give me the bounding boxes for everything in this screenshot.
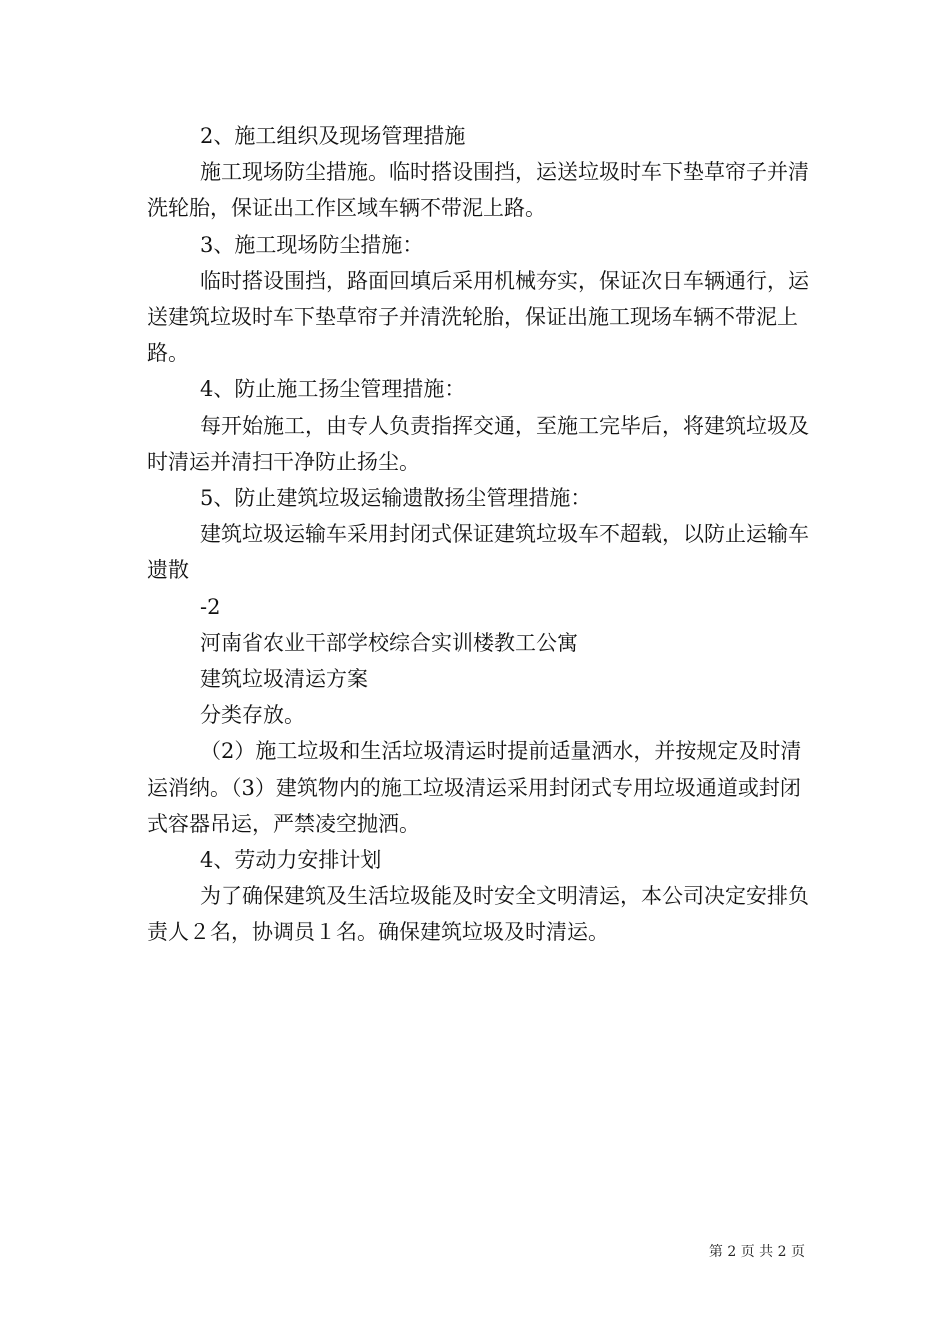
page-marker: -2 bbox=[200, 594, 221, 619]
page-number-footer: 第 2 页 共 2 页 bbox=[708, 1244, 805, 1260]
paragraph-dust-prevention-summary: 施工现场防尘措施。临时搭设围挡，运送垃圾时车下垫草帘子并清洗轮胎，保证出工作区域车辆不带泥上路。 bbox=[147, 160, 809, 221]
paragraph-site-dust-prevention: 临时搭设围挡，路面回填后采用机械夯实，保证次日车辆通行，运送建筑垃圾时车下垫草帘子并清洗轮胎，保证出施工现场车辆不带泥上路。 bbox=[147, 268, 809, 366]
paragraph-waste-clearance-rules: （2）施工垃圾和生活垃圾清运时提前适量洒水，并按规定及时清运消纳。（3）建筑物内的施工垃圾清运采用封闭式专用垃圾通道或封闭式容器吊运，严禁凌空抛洒。 bbox=[147, 739, 802, 836]
paragraph-labor-arrangement: 为了确保建筑及生活垃圾能及时安全文明清运，本公司决定安排负责人２名，协调员１名。确保建筑垃圾及时清运。 bbox=[147, 884, 809, 945]
heading-site-dust-prevention: 3、施工现场防尘措施： bbox=[200, 232, 424, 257]
heading-raised-dust-management: 4、防止施工扬尘管理措施： bbox=[200, 377, 466, 402]
heading-construction-organization: 2、施工组织及现场管理措施 bbox=[200, 124, 466, 148]
heading-labor-arrangement: 4、劳动力安排计划 bbox=[200, 848, 382, 873]
paragraph-transport-dust-management: 建筑垃圾运输车采用封闭式保证建筑垃圾车不超载，以防止运输车遗散 bbox=[147, 522, 809, 583]
document-body bbox=[147, 118, 812, 951]
document-subtitle: 建筑垃圾清运方案 bbox=[200, 667, 368, 692]
heading-transport-dust-management: 5、防止建筑垃圾运输遗散扬尘管理措施： bbox=[200, 486, 592, 511]
paragraph-raised-dust-management: 每开始施工，由专人负责指挥交通，至施工完毕后，将建筑垃圾及时清运并清扫干净防止扬尘。 bbox=[147, 413, 809, 474]
project-name: 河南省农业干部学校综合实训楼教工公寓 bbox=[200, 630, 578, 655]
paragraph-classified-storage: 分类存放。 bbox=[200, 703, 305, 728]
